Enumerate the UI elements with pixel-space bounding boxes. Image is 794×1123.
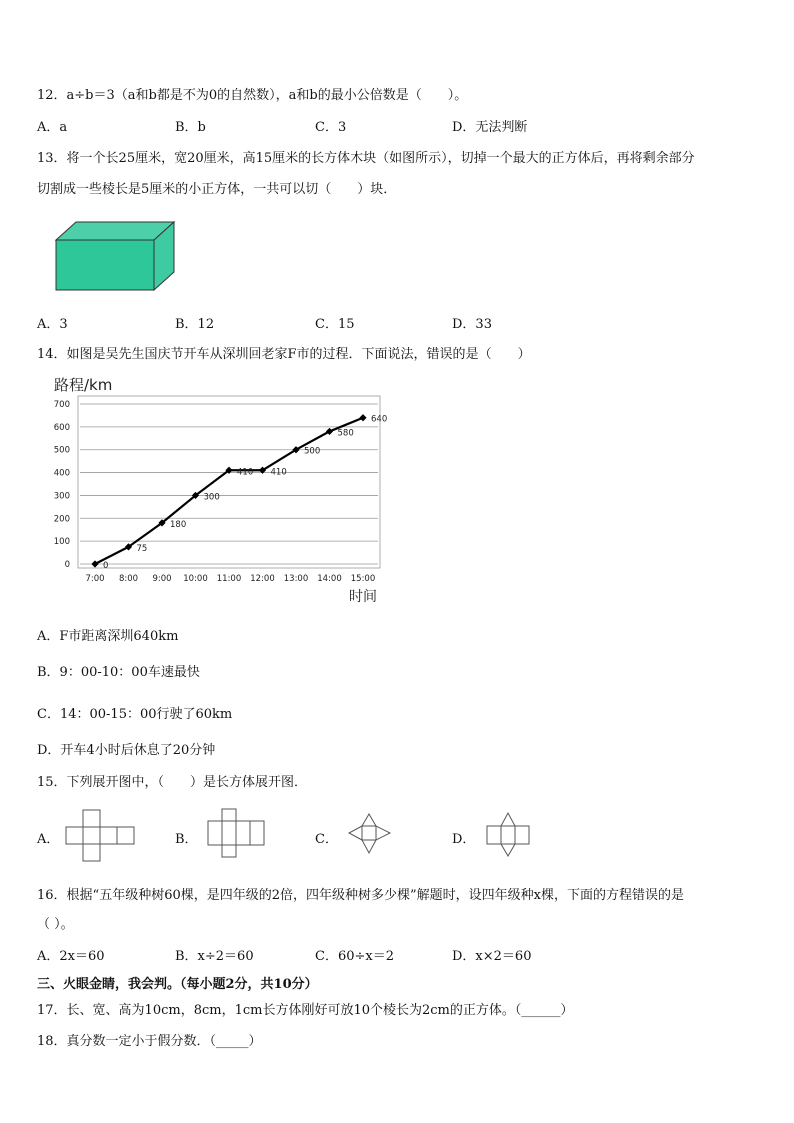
data-label-3: 300 [203,492,220,503]
data-label-6: 500 [304,446,321,457]
xtick-label-1: 8:00 [118,574,139,584]
data-label-1: 75 [136,543,148,554]
ytick-label-700: 700 [53,400,70,410]
data-label-5: 410 [270,467,287,478]
q15-label-b: B． [175,832,198,847]
q17-stem: 17．长、宽、高为10cm，8cm，1cm长方体刚好可放10个棱长为2cm的正方体。（______） [37,1003,574,1018]
data-label-7: 580 [337,428,354,439]
q16-option-d: D．x×2＝60 [452,949,532,964]
chart-xticks [85,574,375,584]
xtick-label-7: 14:00 [317,574,342,584]
ytick-label-100: 100 [53,537,70,548]
q16-option-a: A．2x＝60 [37,949,105,964]
q15-label-c: C． [315,832,338,847]
net-c-figure [346,810,394,858]
q14-option-d: D．开车4小时后休息了20分钟 [37,743,216,758]
q13-option-d: D．33 [452,317,492,332]
ytick-label-300: 300 [53,491,70,502]
q16-option-c: C．60÷x＝2 [315,949,394,964]
chart-gridlines [80,404,378,564]
q15-stem: 15．下列展开图中，（ ）是长方体展开图． [37,775,308,790]
q14-option-c: C．14：00-15：00行驶了60km [37,707,233,722]
cuboid-front-face [56,240,154,290]
xtick-label-4: 11:00 [216,574,242,584]
data-marker-8 [359,414,366,421]
data-label-0: 0 [103,561,109,571]
ytick-label-500: 500 [53,445,70,456]
chart-frame [78,396,380,568]
q18-stem: 18．真分数一定小于假分数．（_____） [37,1034,262,1049]
chart-data-labels [103,415,387,571]
q12-option-c: C．3 [315,120,347,135]
xtick-label-2: 9:00 [152,574,172,584]
q12-option-d: D．无法判断 [452,120,528,135]
q16-option-b: B．x÷2＝60 [175,949,254,964]
q15-label-a: A． [37,832,60,847]
xtick-label-6: 13:00 [283,574,309,584]
data-label-8: 640 [371,414,388,425]
q14-option-b: B．9：00-10：00车速最快 [37,665,200,680]
ytick-label-0: 0 [64,560,70,570]
ytick-label-400: 400 [53,468,70,479]
q13-stem-line2: 切割成一些棱长是5厘米的小正方体，一共可以切（ ）块． [37,182,397,197]
xtick-label-5: 12:00 [250,574,275,584]
ytick-label-200: 200 [53,514,70,525]
q15-label-d: D． [452,832,476,847]
q12-option-b: B．b [175,120,206,135]
net-b-figure [205,806,269,862]
chart-yticks [54,400,70,570]
xtick-label-0: 7:00 [85,574,105,584]
q14-option-a: A．F市距离深圳640km [37,629,179,644]
q13-option-b: B．12 [175,317,215,332]
chart-xlabel: 时间 [349,589,377,605]
chart-ylabel: 路程/km [54,376,113,394]
net-d-figure [484,810,534,858]
q12-stem: 12．a÷b＝3（a和b都是不为0的自然数），a和b的最小公倍数是（ ）。 [37,88,468,103]
q12-option-a: A．a [37,120,68,135]
q13-option-c: C．15 [315,317,355,332]
section3-title: 三、火眼金睛，我会判。（每小题2分，共10分） [37,977,318,992]
net-a-figure [64,806,140,866]
xtick-label-8: 15:00 [350,574,376,584]
q13-stem-line1: 13．将一个长25厘米，宽20厘米，高15厘米的长方体木块（如图所示），切掉一个最大的正方体后，再将剩余部分 [37,151,695,166]
q14-stem: 14．如图是吴先生国庆节开车从深圳回老家F市的过程．下面说法，错误的是（ ） [37,347,531,362]
xtick-label-3: 10:00 [183,574,208,584]
q16-stem-line2: （ ）。 [37,917,74,932]
data-label-4: 410 [237,467,254,478]
q13-option-a: A．3 [37,317,68,332]
q16-stem-line1: 16．根据“五年级种树60棵，是四年级的2倍，四年级种树多少棵”解题时，设四年级种x棵，下面的方程错误的是 [37,888,684,903]
data-label-2: 180 [170,519,187,530]
chart-series-line [95,418,363,564]
cuboid-figure [50,218,180,296]
ytick-label-600: 600 [53,422,70,433]
distance-time-chart [40,368,400,608]
